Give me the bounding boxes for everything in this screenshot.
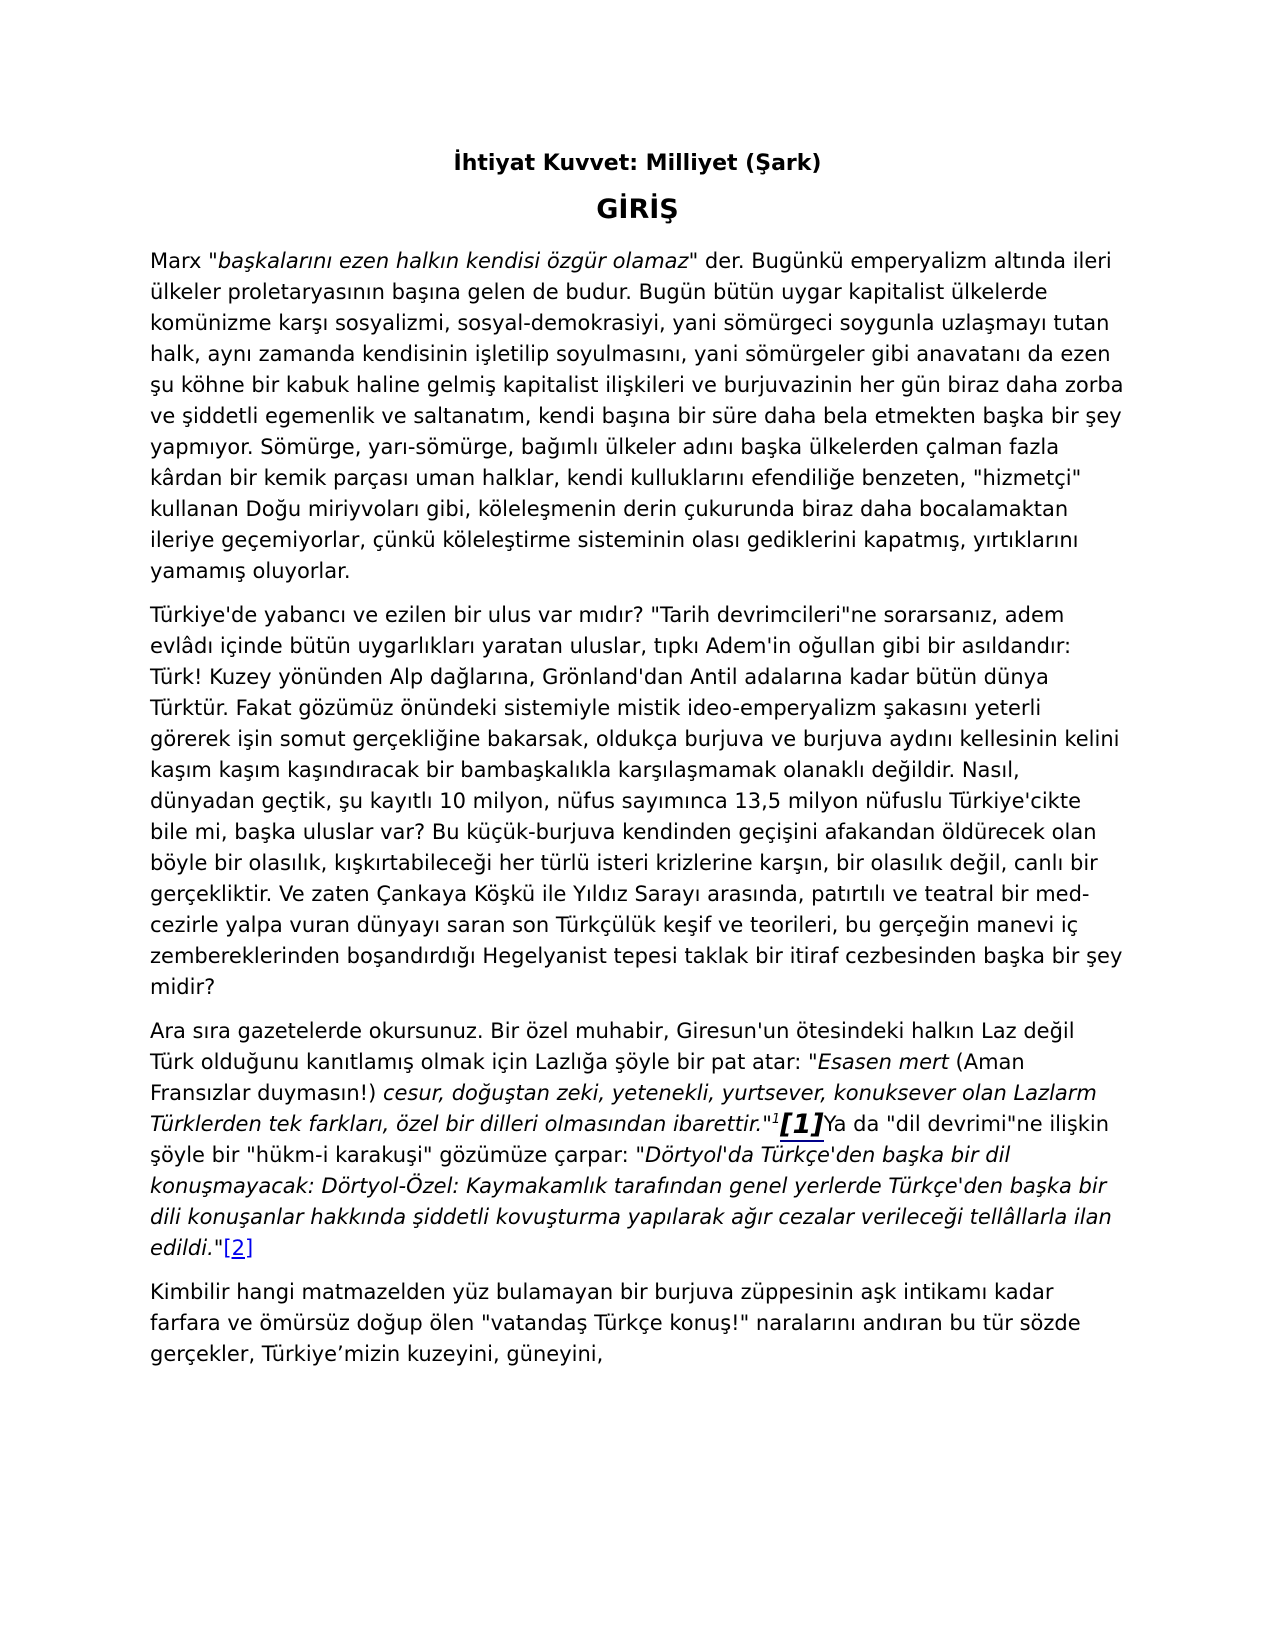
paragraph-4 — [150, 1277, 1125, 1370]
footnote-link-2[interactable]: [2] — [223, 1235, 254, 1260]
text-run: Türkiye'de yabancı ve ezilen bir ulus var mıdır? "Tarih devrimcileri"ne sorarsanız, adem evlâdı içinde bütün uygarlıkları yaratan uluslar, tıpkı Adem'in oğullan gibi bir asıldandır: Türk! Kuzey yönünden Alp dağlarına, Grönland'dan Antil adalarına kadar bütün dünya Türktür. Fakat gözümüz önündeki sistemiyle mistik ideo-emperyalizm şakasını yeterli görerek işin somut gerçekliğine bakarsak, oldukça burjuva ve burjuva aydını kellesinin kelini kaşım kaşım kaşındıracak bir bambaşkalıkla karşılaşmamak olanaklı değildir. Nasıl, dünyadan geçtik, şu kayıtlı 10 milyon, nüfus sayımınca 13,5 milyon nüfuslu Türkiye'cikte bile mi, başka uluslar var? Bu küçük-burjuva kendinden geçişini afakandan öldürecek olan böyle bir olasılık, kışkırtabileceği her türlü isteri krizlerine karşın, bir olasılık değil, canlı bir gerçekliktir. Ve zaten Çankaya Köşkü ile Yıldız Sarayı arasında, patırtılı ve teatral bir med-cezirle yalpa vuran dünyayı saran son Türkçülük keşif ve teorileri, bu gerçeğin manevi iç zembereklerinden boşandırdığı Hegelyanist tepesi taklak bir itiraf cezbesinden başka bir şey midir? — [150, 602, 1123, 999]
text-run: "Dörtyol'da Türkçe'den başka bir dil konuşmayacak: Dörtyol-Özel: Kaymakamlık tarafından genel yerlerde Türkçe'den başka bir dili konuşanlar hakkında şiddetli kovuşturma yapılarak ağır cezalar verileceği tellâllarla ilan edildi." — [150, 1142, 1112, 1260]
footnote-link-1[interactable]: [1] — [780, 1108, 824, 1140]
paragraph-1 — [150, 246, 1125, 587]
section-heading: GİRİŞ — [596, 193, 679, 225]
text-run: 1 — [771, 1111, 781, 1127]
text-run: Ara sıra gazetelerde okursunuz. Bir özel muhabir, Giresun'un ötesindeki halkın Laz değil Türk olduğunu kanıtlamış olmak için Lazlığa şöyle bir pat atar: — [150, 1018, 1075, 1074]
text-run: Marx " — [150, 248, 218, 273]
text-run: cesur, doğuştan zeki, yetenekli, yurtsever, konuksever olan Lazlarm Türklerden tek farkları, özel bir dilleri olmasından ibarettir." — [150, 1080, 1097, 1136]
document-title: İhtiyat Kuvvet: Milliyet (Şark) — [453, 151, 822, 176]
paragraph-2 — [150, 600, 1125, 1003]
text-run: Ya da "dil devrimi"ne ilişkin şöyle bir "hükm-i karakuşi" gözümüze çarpar: — [150, 1111, 1110, 1167]
text-run: Kimbilir hangi matmazelden yüz bulamayan bir burjuva züppesinin aşk intikamı kadar farfara ve ömürsüz doğup ölen "vatandaş Türkçe konuş!" naralarını andıran bu tür sözde gerçekler, Türkiye’mizin kuzeyini, güneyini, — [150, 1279, 1081, 1366]
paragraph-3 — [150, 1016, 1125, 1264]
document-body — [150, 246, 1125, 1370]
text-run: "Esasen mert — [808, 1049, 956, 1074]
text-run: " der. Bugünkü emperyalizm altında ileri ülkeler proletaryasının başına gelen de budur. Bugün bütün uygar kapitalist ülkelerde komünizme karşı sosyalizmi, sosyal-demokrasiyi, yani sömürgeci soygunla uzlaşmayı tutan halk, aynı zamanda kendisinin işletilip soyulmasını, yani sömürgeler gibi anavatanı da ezen şu köhne bir kabuk haline gelmiş kapitalist ilişkileri ve burjuvazinin her gün biraz daha zorba ve şiddetli egemenlik ve saltanatım, kendi başına bir süre daha bela etmekten başka bir şey yapmıyor. Sömürge, yarı-sömürge, bağımlı ülkeler adını başka ülkelerden çalman fazla kârdan bir kemik parçası uman halklar, kendi kulluklarını efendiliğe benzeten, "hizmetçi" kullanan Doğu miriyvoları gibi, köleleşmenin derin çukurunda biraz daha bocalamaktan ileriye geçemiyorlar, çünkü köleleştirme sisteminin olası gediklerini kapatmış, yırtıklarını yamamış oluyorlar. — [150, 248, 1124, 583]
text-run: başkalarını ezen halkın kendisi özgür olamaz — [217, 248, 689, 273]
text-run: (Aman Fransızlar duymasın!) — [150, 1049, 1025, 1105]
